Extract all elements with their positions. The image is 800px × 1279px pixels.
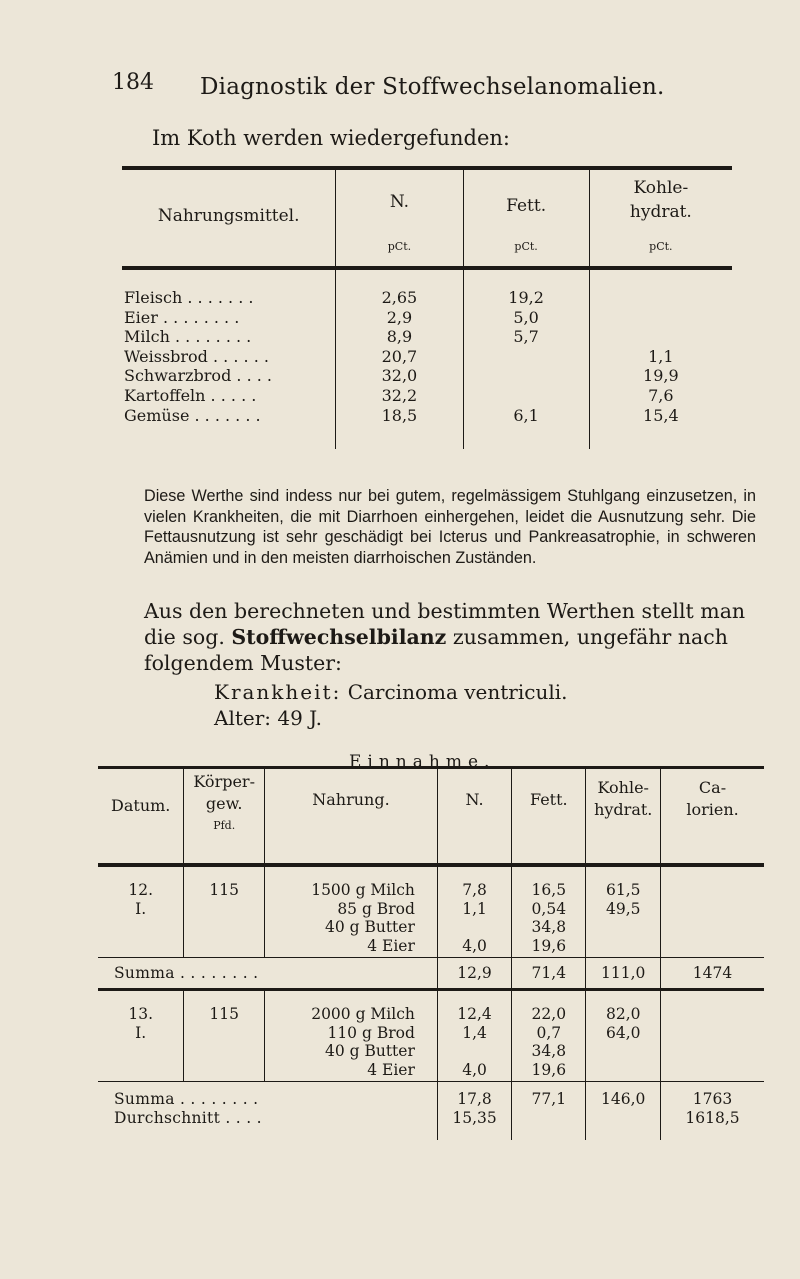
table-row: Weissbrod . . . . . . 20,7 1,1 bbox=[124, 346, 674, 366]
summa-n: 12,9 bbox=[437, 958, 511, 990]
cal-cell bbox=[661, 865, 764, 958]
kh-cell: 82,0 64,0 bbox=[586, 990, 661, 1082]
case-disease: Krankheit: Carcinoma ventriculi. bbox=[214, 680, 568, 704]
kh-cell: 61,5 49,5 bbox=[586, 865, 661, 958]
table-row: Eier . . . . . . . . 2,9 5,0 bbox=[122, 308, 732, 328]
header-kohlehydrat: Kohle- hydrat. bbox=[586, 768, 661, 866]
page-number: 184 bbox=[112, 70, 154, 95]
header-n-unit: pCt. bbox=[387, 240, 412, 253]
summa-cal: 1474 bbox=[661, 958, 764, 990]
header-n: N. bbox=[437, 768, 511, 866]
fett-cell: 16,5 0,54 34,8 19,6 bbox=[512, 865, 586, 958]
summa-durchschnitt-n: 17,8 15,35 bbox=[437, 1082, 511, 1141]
table-row: Gemüse . . . . . . . 18,5 6,1 15,4 bbox=[122, 406, 732, 450]
section-title-einnahme: Einnahme. bbox=[349, 752, 496, 772]
header-fett: Fett. bbox=[512, 768, 586, 866]
header-fett-unit: pCt. bbox=[514, 240, 538, 253]
date-cell: 12. I. bbox=[98, 865, 184, 958]
intake-table bbox=[98, 766, 764, 1140]
case-age: Alter: 49 J. bbox=[214, 706, 322, 730]
paragraph-bilanz: Aus den berechneten und bestimmten Werthen stellt man die sog. Stoffwechselbilanz zusammen, ungefähr nach folgendem Muster: bbox=[144, 599, 746, 675]
header-calorien: Ca- lorien. bbox=[686, 778, 739, 819]
summa-durchschnitt-row bbox=[98, 1082, 764, 1141]
foods-cell: 2000 g Milch 110 g Brod 40 g Butter 4 Eier bbox=[265, 990, 438, 1082]
header-datum: Datum. bbox=[98, 768, 184, 866]
table-row: Kartoffeln . . . . . 32,2 7,6 bbox=[124, 385, 674, 405]
summa-fett: 77,1 bbox=[512, 1082, 586, 1141]
intro-text: Im Koth werden wiedergefunden: bbox=[152, 126, 510, 150]
header-nahrung: Nahrung. bbox=[265, 768, 438, 866]
term-stoffwechselbilanz: Stoffwechselbilanz bbox=[231, 625, 447, 649]
table-row-day-13 bbox=[98, 990, 764, 1082]
table-row-day-12 bbox=[98, 865, 764, 958]
summa-durchschnitt-label: Summa . . . . . . . . Durchschnitt . . . . bbox=[98, 1082, 437, 1141]
weight-cell: 115 bbox=[184, 990, 265, 1082]
paragraph-ausnutzung: Diese Werthe sind indess nur bei gutem, regelmässigem Stuhlgang einzusetzen, in vielen Krankheiten, die mit Diarrhoen einhergehen, leidet die Ausnutzung sehr. Die Fettausnutzung ist sehr geschädigt bei Icterus und Pankreasatrophie, in schweren Anämien und in den meisten diarrhoischen Zuständen. bbox=[144, 487, 756, 567]
feces-recovery-table bbox=[122, 166, 732, 449]
header-kh-unit: pCt. bbox=[649, 240, 673, 253]
foods-cell: 1500 g Milch 85 g Brod 40 g Butter 4 Eier bbox=[265, 865, 438, 958]
header-n: N. pCt. bbox=[336, 168, 463, 268]
summa-label: Summa . . . . . . . . bbox=[98, 958, 437, 990]
weight-cell: 115 bbox=[184, 865, 265, 958]
summa-row-day-12 bbox=[98, 958, 764, 990]
summa-kh: 146,0 bbox=[586, 1082, 661, 1141]
n-cell: 7,8 1,1 4,0 bbox=[437, 865, 511, 958]
cal-cell bbox=[661, 990, 764, 1082]
running-title: Diagnostik der Stoffwechselanomalien. bbox=[200, 74, 665, 100]
date-cell: 13. I. bbox=[98, 990, 184, 1082]
summa-durchschnitt-cal: 1763 1618,5 bbox=[661, 1082, 764, 1141]
header-food: Nahrungsmittel. bbox=[122, 168, 336, 268]
summa-kh: 111,0 bbox=[586, 958, 661, 990]
header-koerpergewicht: Körper- gew. Pfd. bbox=[184, 768, 265, 866]
table-row: Milch . . . . . . . . 8,9 5,7 bbox=[122, 327, 732, 347]
header-fett: Fett. pCt. bbox=[463, 168, 589, 268]
fett-cell: 22,0 0,7 34,8 19,6 bbox=[512, 990, 586, 1082]
table-row: Fleisch . . . . . . . 2,65 19,2 bbox=[122, 268, 732, 308]
table-row: Schwarzbrod . . . . 32,0 19,9 bbox=[124, 366, 679, 386]
header-kg-unit: Pfd. bbox=[213, 819, 236, 832]
header-kohlehydrat: Kohle- hydrat. pCt. bbox=[589, 168, 732, 268]
n-cell: 12,4 1,4 4,0 bbox=[437, 990, 511, 1082]
summa-fett: 71,4 bbox=[512, 958, 586, 990]
